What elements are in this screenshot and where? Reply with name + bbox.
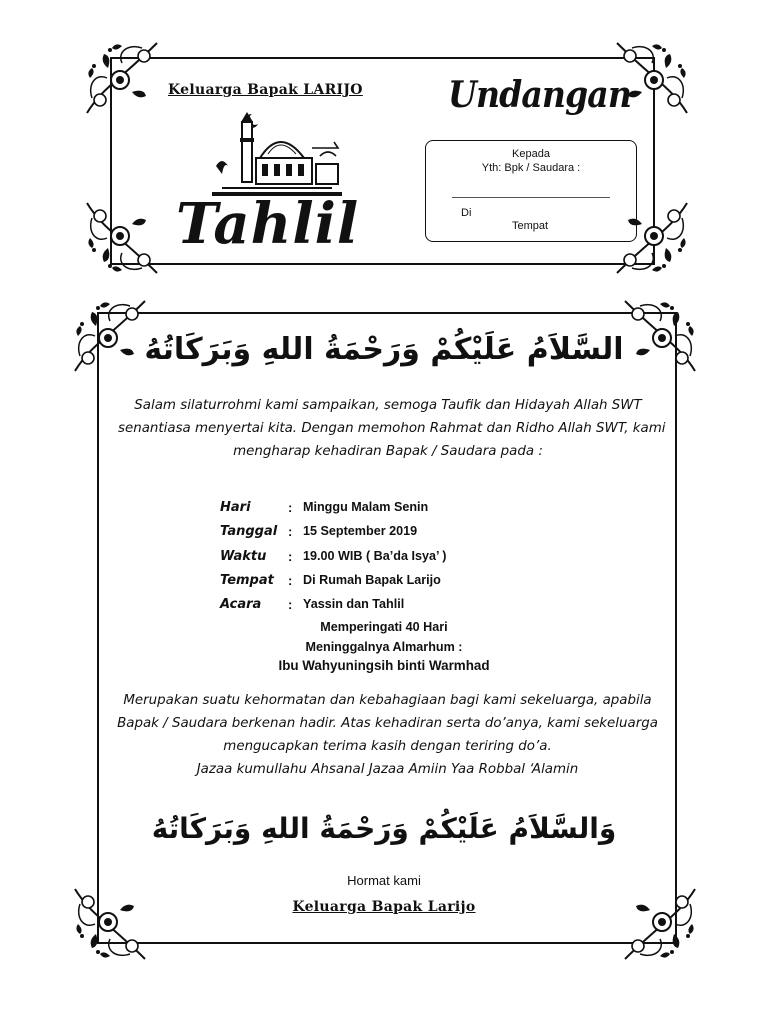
- intro-line: Salam silaturrohmi kami sampaikan, semoga Taufik dan Hidayah Allah SWT: [134, 398, 642, 413]
- memorial-line: Meninggalnya Almarhum :: [305, 640, 463, 654]
- detail-colon: :: [288, 500, 293, 515]
- event-title: Tahlil: [176, 191, 360, 257]
- deceased-name: Ibu Wahyuningsih binti Warmhad: [278, 658, 490, 673]
- arabic-closing-greeting: وَالسَّلاَمُ عَلَيْكُمْ وَرَحْمَةُ اللهِ وَبَرَكَاتُهُ: [151, 812, 617, 845]
- intro-line: mengharap kehadiran Bapak / Saudara pada :: [233, 444, 543, 459]
- detail-label: Acara: [220, 597, 262, 613]
- detail-colon: :: [288, 524, 293, 540]
- floral-corner-ornament: [82, 38, 162, 118]
- memorial-line: Memperingati 40 Hari: [320, 620, 448, 634]
- detail-label: Tempat: [220, 572, 274, 588]
- address-tempat-label: Tempat: [512, 220, 549, 232]
- detail-value: Minggu Malam Senin: [303, 500, 429, 514]
- detail-value: Di Rumah Bapak Larijo: [303, 572, 441, 587]
- arabic-greeting: السَّلاَمُ عَلَيْكُمْ وَرَحْمَةُ اللهِ وَبَرَكَاتُهُ: [144, 332, 624, 367]
- closing-line: Merupakan suatu kehormatan dan kebahagiaan bagi kami sekeluarga, apabila: [123, 693, 652, 708]
- closing-line: Bapak / Saudara berkenan hadir. Atas kehadiran serta do’anya, kami sekeluarga: [117, 716, 658, 731]
- detail-colon: :: [288, 597, 293, 613]
- intro-line: senantiasa menyertai kita. Dengan memohon Rahmat dan Ridho Allah SWT, kami: [118, 421, 666, 436]
- detail-colon: :: [288, 572, 293, 588]
- detail-value: 19.00 WIB ( Ba’da Isya’ ): [303, 548, 447, 563]
- floral-corner-ornament: [70, 884, 150, 964]
- closing-paragraph: [110, 689, 665, 781]
- header-family-name: Keluarga Bapak LARIJO: [168, 82, 363, 98]
- address-yth-label: Yth: Bpk / Saudara :: [481, 162, 581, 174]
- address-blank-line: [452, 197, 610, 198]
- closing-line: Jazaa kumullahu Ahsanal Jazaa Amiin Yaa Robbal ‘Alamin: [196, 762, 579, 777]
- floral-corner-ornament: [620, 884, 700, 964]
- invitation-title: Undangan: [448, 74, 632, 116]
- detail-label: Hari: [220, 500, 251, 515]
- mosque-illustration: [212, 108, 342, 200]
- detail-value: 15 September 2019: [303, 524, 418, 539]
- detail-value: Yassin dan Tahlil: [303, 597, 405, 612]
- floral-corner-ornament: [82, 198, 162, 278]
- signature-family-name: Keluarga Bapak Larijo: [292, 899, 476, 915]
- detail-label: Tanggal: [220, 524, 278, 540]
- detail-colon: :: [288, 548, 293, 564]
- intro-paragraph: [118, 394, 666, 463]
- address-kepada-label: Kepada: [512, 148, 550, 160]
- address-di-label: Di: [461, 207, 472, 219]
- recipient-address-box: [425, 140, 637, 242]
- closing-line: mengucapkan terima kasih dengan teriring do’a.: [223, 739, 552, 754]
- signature-hormat: Hormat kami: [347, 873, 421, 888]
- detail-label: Waktu: [220, 548, 267, 564]
